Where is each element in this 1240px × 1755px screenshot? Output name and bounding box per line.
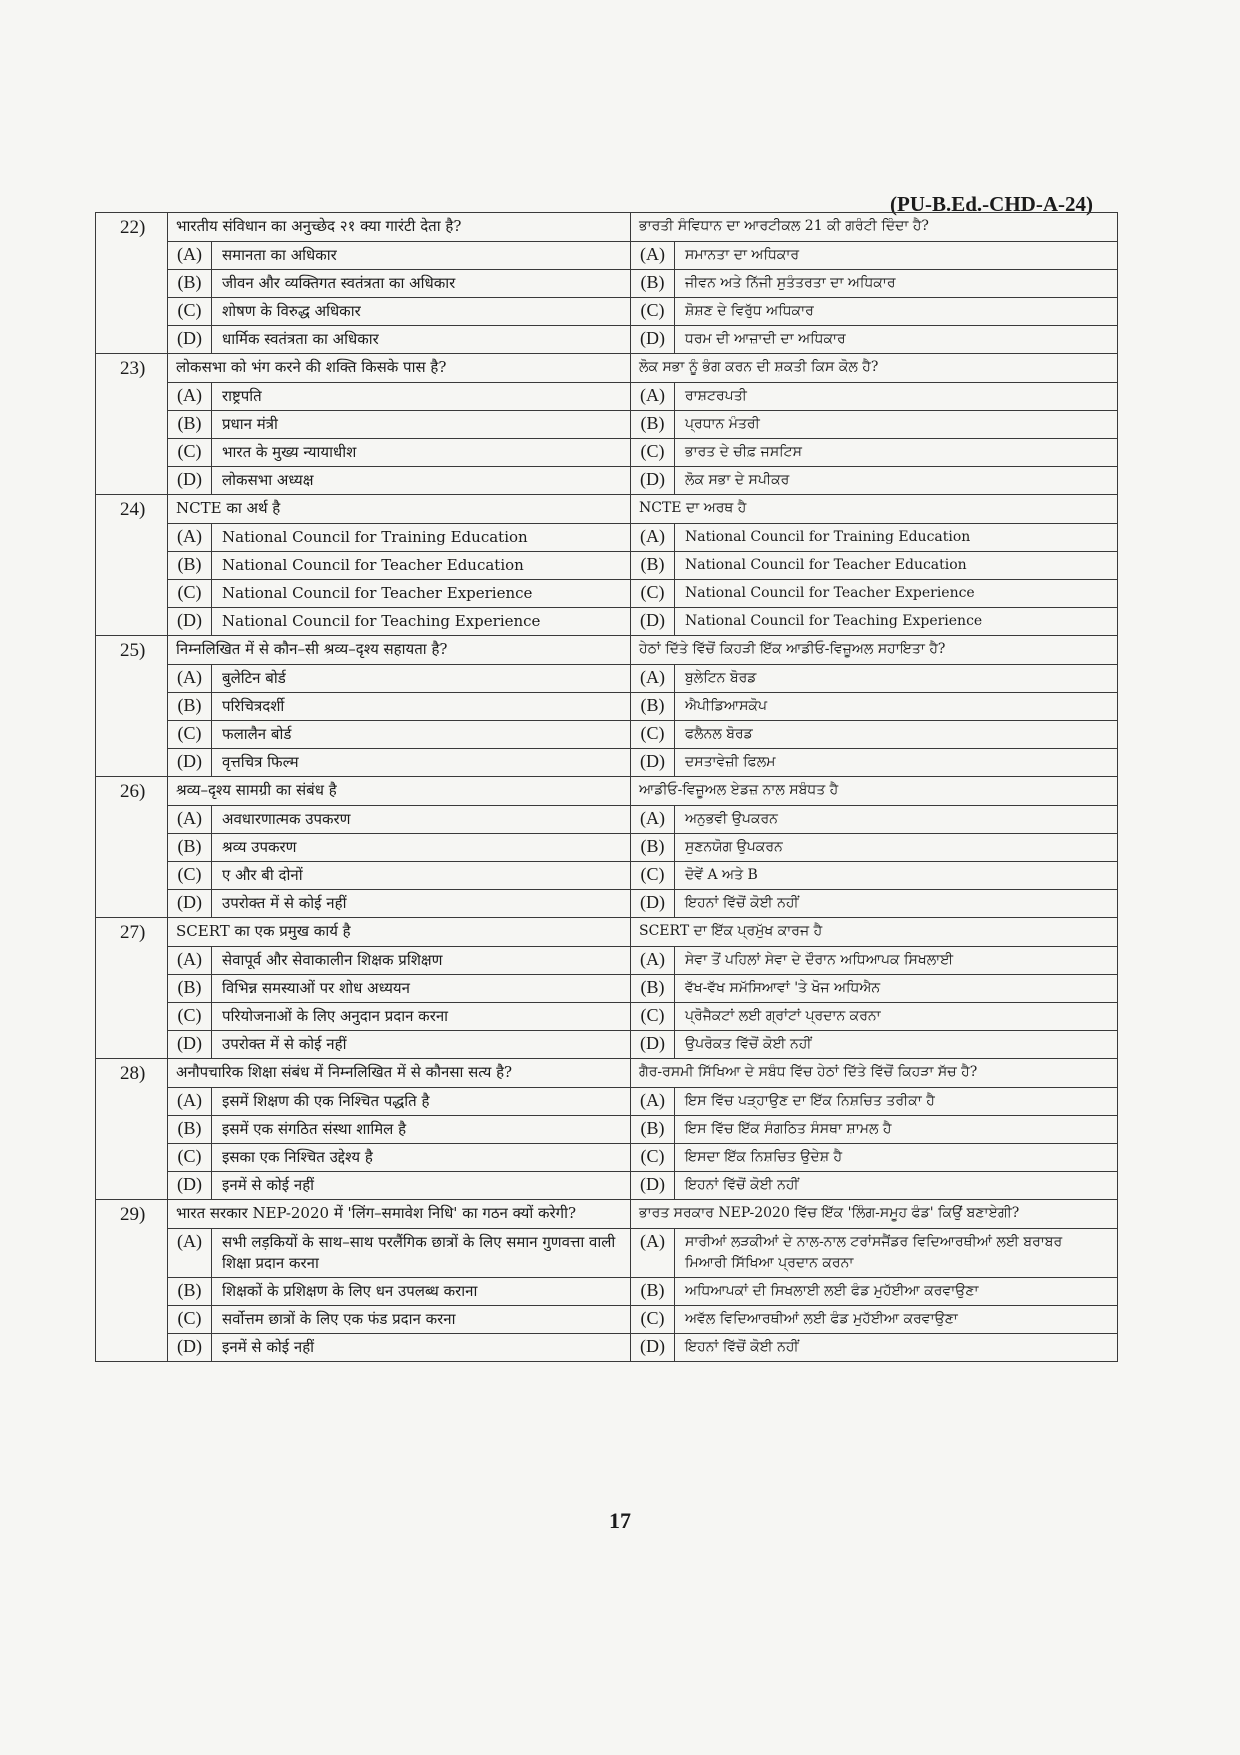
- option-label: (A): [168, 947, 212, 974]
- option-label: (D): [168, 326, 212, 353]
- option-text: इसका एक निश्चित उद्देश्य है: [222, 1148, 373, 1166]
- punjabi-option-row: [631, 524, 1117, 552]
- option-label: (D): [631, 467, 675, 494]
- punjabi-option-row: [631, 721, 1117, 749]
- option-text: ਵੱਖ-ਵੱਖ ਸਮੱਸਿਆਵਾਂ 'ਤੇ ਖੋਜ ਅਧਿਐਨ: [685, 980, 881, 996]
- option-text: ਇਸਦਾ ਇੱਕ ਨਿਸ਼ਚਿਤ ਉਦੇਸ਼ ਹੈ: [685, 1149, 843, 1165]
- option-text: इनमें से कोई नहीं: [222, 1338, 315, 1356]
- option-label: (B): [631, 1116, 675, 1143]
- hindi-option-row: [168, 298, 630, 326]
- option-text: सर्वोत्तम छात्रों के लिए एक फंड प्रदान करना: [222, 1310, 456, 1328]
- hindi-option-row: [168, 1278, 630, 1306]
- option-text: ਐਪੀਡਿਆਸਕੋਪ: [685, 698, 767, 714]
- option-text: फलालैन बोर्ड: [222, 725, 292, 743]
- option-text: National Council for Training Education: [685, 529, 971, 545]
- option-label: (D): [631, 326, 675, 353]
- punjabi-option-row: [631, 608, 1117, 635]
- option-text: ए और बी दोनों: [222, 866, 303, 884]
- hindi-question-stem: SCERT का एक प्रमुख कार्य है: [168, 918, 630, 947]
- hindi-option-row: [168, 1229, 630, 1278]
- option-label: (C): [631, 439, 675, 466]
- hindi-option-row: [168, 862, 630, 890]
- option-label: (D): [631, 890, 675, 917]
- option-label: (D): [631, 1334, 675, 1361]
- punjabi-option-row: [631, 270, 1117, 298]
- option-label: (C): [168, 862, 212, 889]
- option-text: विभिन्न समस्याओं पर शोध अध्ययन: [222, 979, 410, 997]
- option-label: (D): [168, 1031, 212, 1058]
- punjabi-question-stem: ਹੇਠਾਂ ਦਿੱਤੇ ਵਿੱਚੋਂ ਕਿਹੜੀ ਇੱਕ ਆਡੀਓ-ਵਿਜ਼ੂਅਲ ਸਹਾਇਤਾ ਹੈ?: [631, 636, 1117, 665]
- punjabi-option-row: [631, 890, 1117, 917]
- punjabi-option-row: [631, 834, 1117, 862]
- option-text: राष्ट्रपति: [222, 387, 262, 405]
- hindi-option-row: [168, 947, 630, 975]
- option-text: ਦਸਤਾਵੇਜ਼ੀ ਫਿਲਮ: [685, 754, 776, 770]
- option-text: ਇਸ ਵਿੱਚ ਪੜ੍ਹਾਉਣ ਦਾ ਇੱਕ ਨਿਸ਼ਚਿਤ ਤਰੀਕਾ ਹੈ: [685, 1093, 935, 1109]
- hindi-option-row: [168, 721, 630, 749]
- question-number: 28): [96, 1059, 168, 1200]
- option-text: ਅਵੱਲ ਵਿਦਿਆਰਥੀਆਂ ਲਈ ਫੰਡ ਮੁਹੱਈਆ ਕਰਵਾਉਣਾ: [685, 1311, 958, 1327]
- option-text: ਸੇਵਾ ਤੋਂ ਪਹਿਲਾਂ ਸੇਵਾ ਦੇ ਦੌਰਾਨ ਅਧਿਆਪਕ ਸਿਖਲਾਈ: [685, 952, 954, 968]
- punjabi-question-cell: [631, 495, 1118, 636]
- punjabi-option-row: [631, 411, 1117, 439]
- option-label: (A): [631, 242, 675, 269]
- punjabi-option-row: [631, 383, 1117, 411]
- option-text: उपरोक्त में से कोई नहीं: [222, 1035, 347, 1053]
- option-label: (B): [631, 975, 675, 1002]
- option-label: (A): [168, 665, 212, 692]
- questions-table: [95, 212, 1118, 1362]
- option-text: ਲੋਕ ਸਭਾ ਦੇ ਸਪੀਕਰ: [685, 472, 790, 488]
- hindi-option-row: [168, 524, 630, 552]
- option-label: (C): [168, 439, 212, 466]
- punjabi-option-row: [631, 1172, 1117, 1199]
- option-text: National Council for Teacher Education: [222, 556, 524, 574]
- option-text: भारत के मुख्य न्यायाधीश: [222, 443, 357, 461]
- option-text: ਰਾਸ਼ਟਰਪਤੀ: [685, 388, 747, 404]
- option-label: (B): [168, 411, 212, 438]
- option-label: (A): [168, 383, 212, 410]
- punjabi-option-row: [631, 693, 1117, 721]
- option-text: ਉਪਰੋਕਤ ਵਿੱਚੋਂ ਕੋਈ ਨਹੀਂ: [685, 1036, 812, 1052]
- option-label: (D): [168, 749, 212, 776]
- option-label: (B): [631, 834, 675, 861]
- option-label: (D): [168, 608, 212, 635]
- option-text: श्रव्य उपकरण: [222, 838, 297, 856]
- option-text: National Council for Teaching Experience: [222, 612, 541, 630]
- hindi-option-row: [168, 411, 630, 439]
- option-label: (B): [631, 270, 675, 297]
- hindi-question-cell: [168, 1200, 631, 1362]
- option-label: (D): [168, 1334, 212, 1361]
- question-number: 23): [96, 354, 168, 495]
- punjabi-option-row: [631, 1278, 1117, 1306]
- hindi-question-stem: भारत सरकार NEP-2020 में 'लिंग–समावेश निधि' का गठन क्यों करेगी?: [168, 1200, 630, 1229]
- punjabi-question-stem: SCERT ਦਾ ਇੱਕ ਪ੍ਰਮੁੱਖ ਕਾਰਜ ਹੈ: [631, 918, 1117, 947]
- option-text: National Council for Teacher Experience: [685, 585, 975, 601]
- punjabi-option-row: [631, 806, 1117, 834]
- option-text: ਜੀਵਨ ਅਤੇ ਨਿੱਜੀ ਸੁਤੰਤਰਤਾ ਦਾ ਅਧਿਕਾਰ: [685, 275, 896, 291]
- question-row: [96, 213, 1118, 354]
- hindi-option-row: [168, 749, 630, 776]
- option-text: ਧਰਮ ਦੀ ਆਜ਼ਾਦੀ ਦਾ ਅਧਿਕਾਰ: [685, 331, 846, 347]
- question-number: 27): [96, 918, 168, 1059]
- hindi-option-row: [168, 439, 630, 467]
- hindi-question-stem: निम्नलिखित में से कौन–सी श्रव्य–दृश्य सहायता है?: [168, 636, 630, 665]
- option-text: National Council for Teacher Experience: [222, 584, 533, 602]
- option-text: इसमें शिक्षण की एक निश्चित पद्धति है: [222, 1092, 430, 1110]
- hindi-question-stem: लोकसभा को भंग करने की शक्ति किसके पास है?: [168, 354, 630, 383]
- punjabi-option-row: [631, 749, 1117, 776]
- option-text: ਸੁਣਨਯੋਗ ਉਪਕਰਨ: [685, 839, 783, 855]
- hindi-question-stem: भारतीय संविधान का अनुच्छेद २१ क्या गारंटी देता है?: [168, 213, 630, 242]
- option-label: (D): [631, 608, 675, 635]
- option-label: (C): [631, 580, 675, 607]
- option-text: बुलेटिन बोर्ड: [222, 669, 286, 687]
- hindi-question-stem: श्रव्य–दृश्य सामग्री का संबंध है: [168, 777, 630, 806]
- hindi-option-row: [168, 467, 630, 494]
- option-text: परिचित्रदर्शी: [222, 697, 285, 715]
- question-row: [96, 1200, 1118, 1362]
- punjabi-question-cell: [631, 636, 1118, 777]
- punjabi-question-cell: [631, 777, 1118, 918]
- punjabi-option-row: [631, 552, 1117, 580]
- option-label: (A): [168, 806, 212, 833]
- hindi-option-row: [168, 693, 630, 721]
- option-text: ਅਧਿਆਪਕਾਂ ਦੀ ਸਿਖਲਾਈ ਲਈ ਫੰਡ ਮੁਹੱਈਆ ਕਰਵਾਉਣਾ: [685, 1283, 979, 1299]
- hindi-option-row: [168, 1334, 630, 1361]
- option-text: शोषण के विरुद्ध अधिकार: [222, 302, 361, 320]
- question-number: 25): [96, 636, 168, 777]
- paper-code: (PU-B.Ed.-CHD-A-24): [890, 192, 1093, 216]
- hindi-option-row: [168, 1144, 630, 1172]
- option-label: (B): [168, 975, 212, 1002]
- option-label: (A): [631, 1088, 675, 1115]
- hindi-option-row: [168, 1088, 630, 1116]
- option-label: (A): [168, 1088, 212, 1115]
- option-label: (C): [168, 580, 212, 607]
- option-label: (B): [631, 693, 675, 720]
- punjabi-question-cell: [631, 354, 1118, 495]
- option-text: National Council for Teaching Experience: [685, 613, 983, 629]
- option-label: (B): [631, 552, 675, 579]
- option-label: (A): [631, 524, 675, 551]
- option-label: (D): [168, 890, 212, 917]
- question-row: [96, 636, 1118, 777]
- option-label: (C): [631, 1003, 675, 1030]
- hindi-option-row: [168, 242, 630, 270]
- option-text: लोकसभा अध्यक्ष: [222, 471, 314, 489]
- option-text: ਪ੍ਰੋਜੈਕਟਾਂ ਲਈ ਗ੍ਰਾਂਟਾਂ ਪ੍ਰਦਾਨ ਕਰਨਾ: [685, 1008, 881, 1024]
- option-text: सेवापूर्व और सेवाकालीन शिक्षक प्रशिक्षण: [222, 951, 443, 969]
- option-label: (B): [631, 411, 675, 438]
- punjabi-option-row: [631, 1229, 1117, 1278]
- option-label: (C): [168, 721, 212, 748]
- question-number: 22): [96, 213, 168, 354]
- punjabi-option-row: [631, 467, 1117, 494]
- option-text: ਬੁਲੇਟਿਨ ਬੋਰਡ: [685, 670, 757, 686]
- hindi-option-row: [168, 1306, 630, 1334]
- punjabi-option-row: [631, 665, 1117, 693]
- option-label: (D): [631, 1172, 675, 1199]
- option-label: (C): [631, 298, 675, 325]
- hindi-question-cell: [168, 1059, 631, 1200]
- option-label: (B): [168, 1278, 212, 1305]
- option-text: National Council for Training Education: [222, 528, 528, 546]
- option-text: इसमें एक संगठित संस्था शामिल है: [222, 1120, 407, 1138]
- hindi-question-stem: NCTE का अर्थ है: [168, 495, 630, 524]
- hindi-question-cell: [168, 213, 631, 354]
- question-number: 26): [96, 777, 168, 918]
- page-number: 17: [609, 1508, 631, 1533]
- hindi-question-cell: [168, 777, 631, 918]
- option-label: (C): [168, 1003, 212, 1030]
- option-text: शिक्षकों के प्रशिक्षण के लिए धन उपलब्ध कराना: [222, 1282, 478, 1300]
- punjabi-question-stem: NCTE ਦਾ ਅਰਥ ਹੈ: [631, 495, 1117, 524]
- hindi-option-row: [168, 552, 630, 580]
- punjabi-question-cell: [631, 1059, 1118, 1200]
- option-text: ਫਲੈਨਲ ਬੋਰਡ: [685, 726, 753, 742]
- hindi-option-row: [168, 608, 630, 635]
- option-label: (C): [631, 862, 675, 889]
- option-text: अवधारणात्मक उपकरण: [222, 810, 351, 828]
- hindi-option-row: [168, 580, 630, 608]
- punjabi-option-row: [631, 1116, 1117, 1144]
- hindi-question-stem: अनौपचारिक शिक्षा संबंध में निम्नलिखित में से कौनसा सत्य है?: [168, 1059, 630, 1088]
- option-label: (C): [631, 721, 675, 748]
- option-label: (B): [631, 1278, 675, 1305]
- punjabi-option-row: [631, 439, 1117, 467]
- option-label: (C): [168, 1144, 212, 1171]
- punjabi-option-row: [631, 1031, 1117, 1058]
- question-number: 24): [96, 495, 168, 636]
- option-text: उपरोक्त में से कोई नहीं: [222, 894, 347, 912]
- option-label: (A): [631, 383, 675, 410]
- punjabi-question-stem: ਲੋਕ ਸਭਾ ਨੂੰ ਭੰਗ ਕਰਨ ਦੀ ਸ਼ਕਤੀ ਕਿਸ ਕੋਲ ਹੈ?: [631, 354, 1117, 383]
- option-text: जीवन और व्यक्तिगत स्वतंत्रता का अधिकार: [222, 274, 456, 292]
- punjabi-question-stem: ਆਡੀਓ-ਵਿਜ਼ੂਅਲ ਏਡਜ਼ ਨਾਲ ਸਬੰਧਤ ਹੈ: [631, 777, 1117, 806]
- punjabi-option-row: [631, 862, 1117, 890]
- hindi-option-row: [168, 1172, 630, 1199]
- punjabi-option-row: [631, 1306, 1117, 1334]
- option-text: ਅਨੁਭਵੀ ਉਪਕਰਨ: [685, 811, 778, 827]
- punjabi-option-row: [631, 975, 1117, 1003]
- option-label: (A): [168, 242, 212, 269]
- punjabi-option-row: [631, 1003, 1117, 1031]
- option-label: (C): [168, 1306, 212, 1333]
- hindi-option-row: [168, 1031, 630, 1058]
- option-label: (D): [631, 749, 675, 776]
- option-text: ਸਾਰੀਆਂ ਲੜਕੀਆਂ ਦੇ ਨਾਲ-ਨਾਲ ਟਰਾਂਸਜੈਂਡਰ ਵਿਦਿਆਰਥੀਆਂ ਲਈ ਬਰਾਬਰ ਮਿਆਰੀ ਸਿੱਖਿਆ ਪ੍ਰਦਾਨ ਕਰਨਾ: [685, 1234, 1063, 1271]
- option-label: (D): [168, 1172, 212, 1199]
- punjabi-option-row: [631, 242, 1117, 270]
- option-label: (B): [168, 552, 212, 579]
- option-text: सभी लड़कियों के साथ–साथ परलैंगिक छात्रों के लिए समान गुणवत्ता वाली शिक्षा प्रदान करना: [222, 1233, 616, 1272]
- option-label: (A): [631, 947, 675, 974]
- option-text: इनमें से कोई नहीं: [222, 1176, 315, 1194]
- option-label: (B): [168, 834, 212, 861]
- option-label: (A): [631, 665, 675, 692]
- punjabi-option-row: [631, 326, 1117, 353]
- question-number: 29): [96, 1200, 168, 1362]
- question-row: [96, 1059, 1118, 1200]
- hindi-option-row: [168, 665, 630, 693]
- question-row: [96, 777, 1118, 918]
- option-label: (C): [168, 298, 212, 325]
- hindi-option-row: [168, 1116, 630, 1144]
- option-label: (A): [168, 524, 212, 551]
- question-row: [96, 495, 1118, 636]
- option-text: ਦੋਵੇਂ A ਅਤੇ B: [685, 867, 758, 883]
- hindi-option-row: [168, 890, 630, 917]
- option-label: (B): [168, 693, 212, 720]
- option-label: (A): [631, 1229, 675, 1277]
- option-text: ਭਾਰਤ ਦੇ ਚੀਫ਼ ਜਸਟਿਸ: [685, 444, 802, 460]
- punjabi-option-row: [631, 1334, 1117, 1361]
- hindi-question-cell: [168, 495, 631, 636]
- option-text: धार्मिक स्वतंत्रता का अधिकार: [222, 330, 379, 348]
- option-label: (C): [631, 1144, 675, 1171]
- option-text: ਪ੍ਰਧਾਨ ਮੰਤਰੀ: [685, 416, 760, 432]
- hindi-option-row: [168, 834, 630, 862]
- hindi-option-row: [168, 975, 630, 1003]
- option-label: (C): [631, 1306, 675, 1333]
- option-label: (B): [168, 270, 212, 297]
- punjabi-question-stem: ਭਾਰਤ ਸਰਕਾਰ NEP-2020 ਵਿੱਚ ਇੱਕ 'ਲਿੰਗ-ਸਮੂਹ ਫੰਡ' ਕਿਉਂ ਬਣਾਏਗੀ?: [631, 1200, 1117, 1229]
- hindi-option-row: [168, 1003, 630, 1031]
- option-label: (A): [168, 1229, 212, 1277]
- option-text: ਸਮਾਨਤਾ ਦਾ ਅਧਿਕਾਰ: [685, 247, 800, 263]
- punjabi-question-cell: [631, 918, 1118, 1059]
- question-row: [96, 354, 1118, 495]
- option-text: परियोजनाओं के लिए अनुदान प्रदान करना: [222, 1007, 449, 1025]
- option-text: ਇਹਨਾਂ ਵਿੱਚੋਂ ਕੋਈ ਨਹੀਂ: [685, 895, 799, 911]
- hindi-option-row: [168, 270, 630, 298]
- punjabi-option-row: [631, 1088, 1117, 1116]
- option-label: (A): [631, 806, 675, 833]
- hindi-option-row: [168, 383, 630, 411]
- hindi-question-cell: [168, 636, 631, 777]
- hindi-option-row: [168, 806, 630, 834]
- option-text: वृत्तचित्र फिल्म: [222, 753, 299, 771]
- punjabi-option-row: [631, 298, 1117, 326]
- option-text: ਇਹਨਾਂ ਵਿੱਚੋਂ ਕੋਈ ਨਹੀਂ: [685, 1177, 799, 1193]
- option-text: ਇਹਨਾਂ ਵਿੱਚੋਂ ਕੋਈ ਨਹੀਂ: [685, 1339, 799, 1355]
- option-label: (D): [631, 1031, 675, 1058]
- option-text: प्रधान मंत्री: [222, 415, 278, 433]
- option-text: National Council for Teacher Education: [685, 557, 967, 573]
- option-label: (B): [168, 1116, 212, 1143]
- punjabi-question-stem: ਭਾਰਤੀ ਸੰਵਿਧਾਨ ਦਾ ਆਰਟੀਕਲ 21 ਕੀ ਗਰੰਟੀ ਦਿੰਦਾ ਹੈ?: [631, 213, 1117, 242]
- punjabi-question-cell: [631, 1200, 1118, 1362]
- question-row: [96, 918, 1118, 1059]
- option-text: ਸ਼ੋਸ਼ਣ ਦੇ ਵਿਰੁੱਧ ਅਧਿਕਾਰ: [685, 303, 814, 319]
- punjabi-option-row: [631, 580, 1117, 608]
- punjabi-question-cell: [631, 213, 1118, 354]
- punjabi-option-row: [631, 1144, 1117, 1172]
- punjabi-question-stem: ਗੈਰ-ਰਸਮੀ ਸਿੱਖਿਆ ਦੇ ਸਬੰਧ ਵਿੱਚ ਹੇਠਾਂ ਦਿੱਤੇ ਵਿੱਚੋਂ ਕਿਹੜਾ ਸੱਚ ਹੈ?: [631, 1059, 1117, 1088]
- hindi-question-cell: [168, 354, 631, 495]
- hindi-question-cell: [168, 918, 631, 1059]
- option-text: ਇਸ ਵਿੱਚ ਇੱਕ ਸੰਗਠਿਤ ਸੰਸਥਾ ਸ਼ਾਮਲ ਹੈ: [685, 1121, 892, 1137]
- option-label: (D): [168, 467, 212, 494]
- hindi-option-row: [168, 326, 630, 353]
- option-text: समानता का अधिकार: [222, 246, 337, 264]
- punjabi-option-row: [631, 947, 1117, 975]
